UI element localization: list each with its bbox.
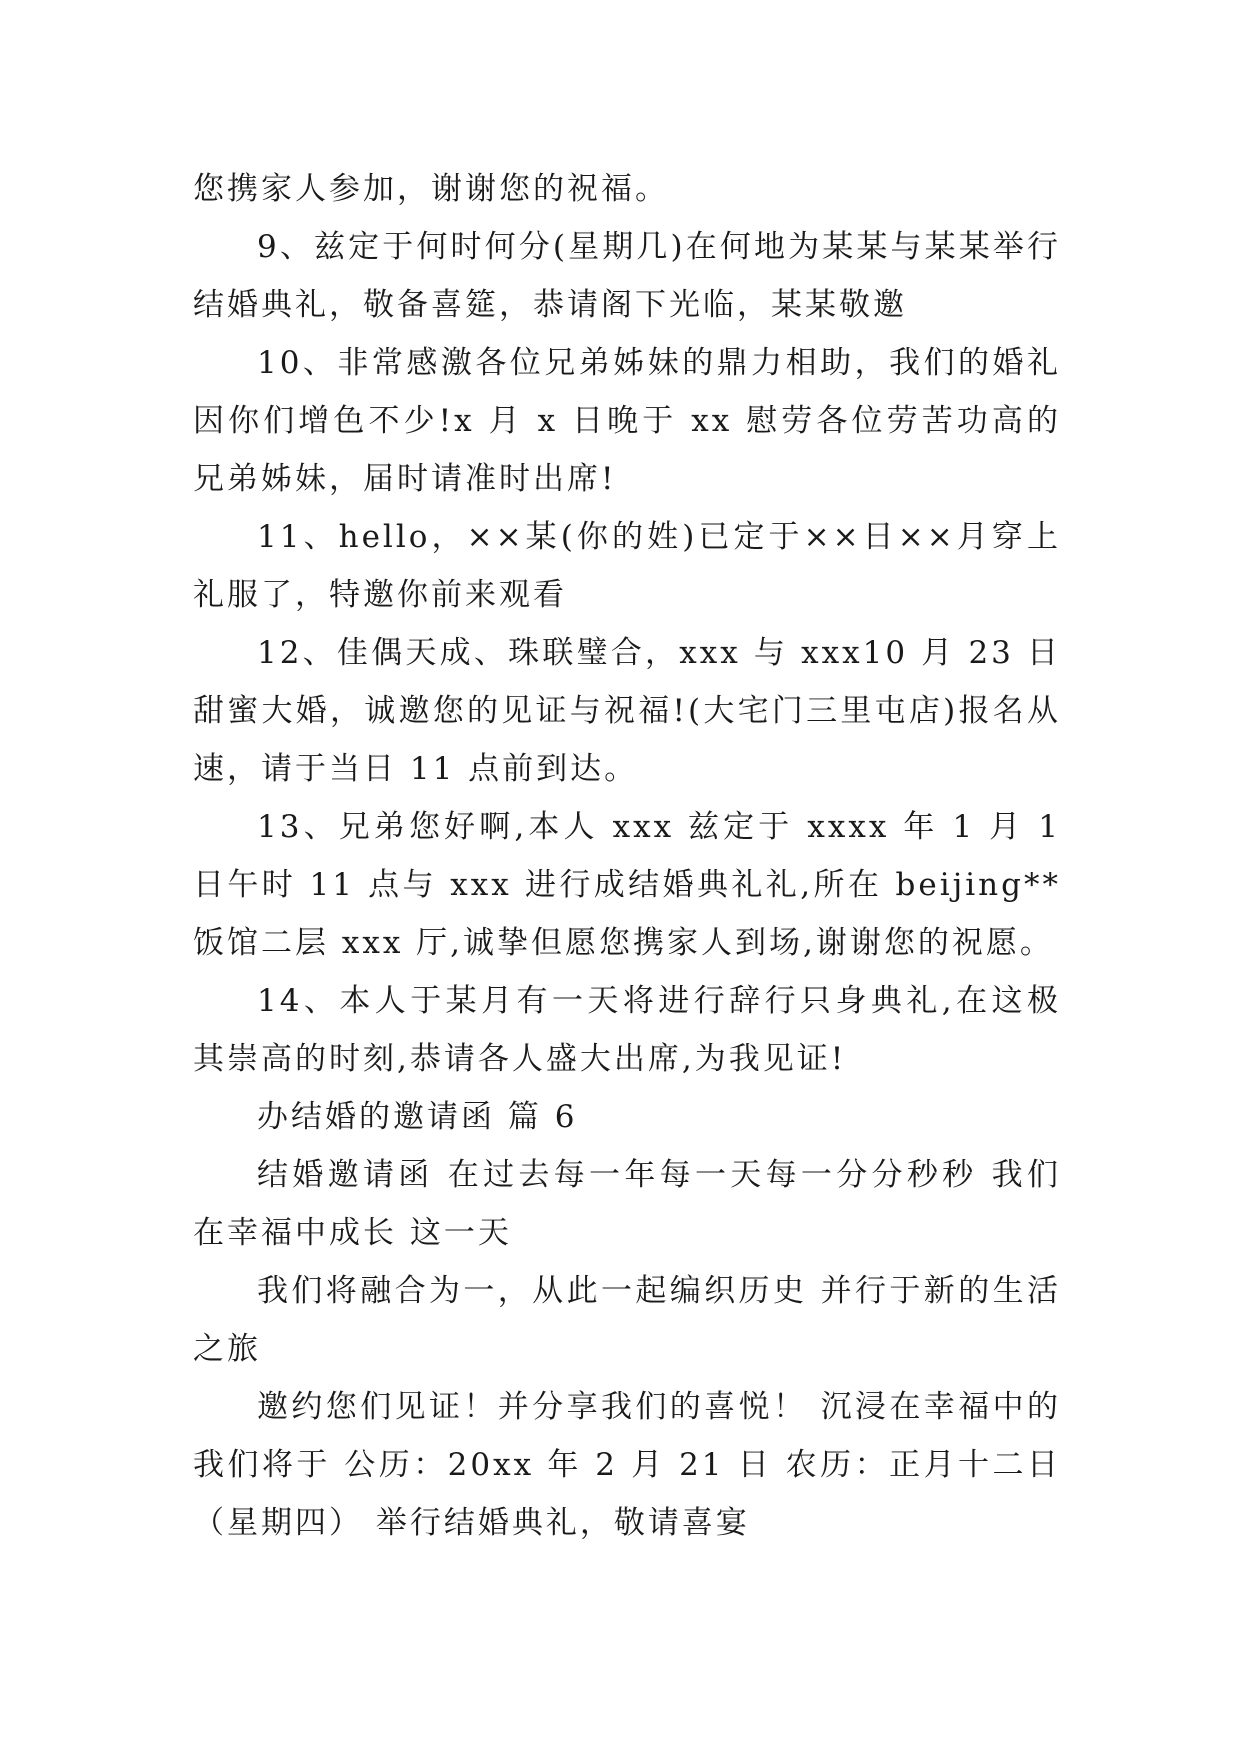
section-paragraph-1: 结婚邀请函 在过去每一年每一天每一分分秒秒 我们在幸福中成长 这一天	[193, 1157, 1061, 1251]
paragraph-continuation: 您携家人参加，谢谢您的祝福。	[193, 171, 669, 207]
section-heading: 办结婚的邀请函 篇 6	[257, 1099, 578, 1135]
section-paragraph-3: 邀约您们见证！并分享我们的喜悦！ 沉浸在幸福中的我们将于 公历：20xx 年 2 月 21 日 农历：正月十二日（星期四） 举行结婚典礼，敬请喜宴	[193, 1389, 1061, 1541]
paragraph-item-12: 12、佳偶天成、珠联璧合，xxx 与 xxx10 月 23 日甜蜜大婚，诚邀您的见证与祝福!(大宅门三里屯店)报名从速，请于当日 11 点前到达。	[193, 635, 1061, 787]
paragraph-item-10: 10、非常感激各位兄弟姊妹的鼎力相助，我们的婚礼因你们增色不少!x 月 x 日晚于 xx 慰劳各位劳苦功高的兄弟姊妹，届时请准时出席!	[193, 345, 1061, 497]
section-paragraph-2: 我们将融合为一，从此一起编织历史 并行于新的生活之旅	[193, 1273, 1061, 1367]
paragraph-item-11: 11、hello，××某(你的姓)已定于××日××月穿上礼服了，特邀你前来观看	[193, 519, 1061, 613]
paragraph-item-14: 14、本人于某月有一天将进行辞行只身典礼,在这极其崇高的时刻,恭请各人盛大出席,为我见证!	[193, 983, 1061, 1077]
document-body	[193, 160, 1061, 1552]
paragraph-item-9: 9、兹定于何时何分(星期几)在何地为某某与某某举行结婚典礼，敬备喜筵，恭请阁下光临，某某敬邀	[193, 229, 1061, 323]
paragraph-item-13: 13、兄弟您好啊,本人 xxx 兹定于 xxxx 年 1 月 1 日午时 11 点与 xxx 进行成结婚典礼礼,所在 beijing**饭馆二层 xxx 厅,诚挚但愿您携家人到场,谢谢您的祝愿。	[193, 809, 1061, 961]
